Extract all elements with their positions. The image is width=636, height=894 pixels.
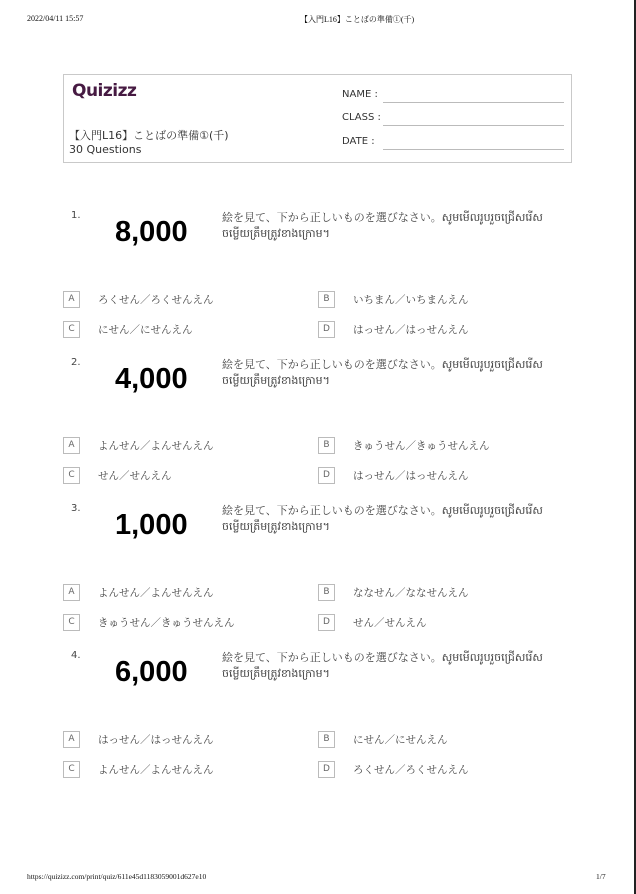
option-key: C xyxy=(63,614,80,631)
date-line xyxy=(383,149,564,150)
option-text: きゅうせん／きゅうせんえん xyxy=(98,617,235,629)
option-key: B xyxy=(318,731,335,748)
question-prompt: 絵を見て、下から正しいものを選びなさい。សូមមើលរូបរួចជ្រើសរើសចម្លើយត្រឹមត្រូវខាងក្រោម។ xyxy=(222,504,543,533)
name-line xyxy=(383,102,564,103)
option-key: D xyxy=(318,467,335,484)
class-line xyxy=(383,125,564,126)
option-key: A xyxy=(63,731,80,748)
option-key: D xyxy=(318,321,335,338)
option-key: D xyxy=(318,614,335,631)
quiz-title: 【入門L16】ことばの準備①(千) xyxy=(69,129,229,142)
question-number: 1. xyxy=(71,210,81,221)
question-number: 2. xyxy=(71,357,81,368)
option-text: よんせん／よんせんえん xyxy=(98,587,214,599)
quizizz-logo: Quizizz xyxy=(72,81,137,101)
date-label: DATE : xyxy=(342,136,375,147)
option-text: ろくせん／ろくせんえん xyxy=(353,764,469,776)
option-text: せん／せんえん xyxy=(353,617,427,629)
question-number: 4. xyxy=(71,650,81,661)
question-2 xyxy=(63,357,572,497)
name-label: NAME : xyxy=(342,89,378,100)
option-text: ななせん／ななせんえん xyxy=(353,587,469,599)
question-image-text: 6,000 xyxy=(115,656,188,688)
option-key: B xyxy=(318,291,335,308)
option-key: B xyxy=(318,437,335,454)
question-image-text: 1,000 xyxy=(115,509,188,541)
option-key: A xyxy=(63,291,80,308)
question-prompt: 絵を見て、下から正しいものを選びなさい。សូមមើលរូបរួចជ្រើសរើសចម្លើយត្រឹមត្រូវខាងក្រោម។ xyxy=(222,211,543,240)
option-text: はっせん／はっせんえん xyxy=(98,734,214,746)
question-1 xyxy=(63,210,572,350)
question-prompt: 絵を見て、下から正しいものを選びなさい。សូមមើលរូបរួចជ្រើសរើសចម្លើយត្រឹមត្រូវខាងក្រោម។ xyxy=(222,358,543,387)
question-number: 3. xyxy=(71,503,81,514)
class-label: CLASS : xyxy=(342,112,381,123)
option-text: よんせん／よんせんえん xyxy=(98,440,214,452)
option-text: はっせん／はっせんえん xyxy=(353,470,469,482)
option-text: はっせん／はっせんえん xyxy=(353,324,469,336)
option-text: よんせん／よんせんえん xyxy=(98,764,214,776)
option-text: にせん／にせんえん xyxy=(98,324,193,336)
question-image-text: 8,000 xyxy=(115,216,188,248)
print-url: https://quizizz.com/print/quiz/611e45d1183059001d627e10 xyxy=(27,872,207,881)
question-prompt: 絵を見て、下から正しいものを選びなさい。សូមមើលរូបរួចជ្រើសរើសចម្លើយត្រឹមត្រូវខាងក្រោម។ xyxy=(222,651,543,680)
question-3 xyxy=(63,503,572,643)
option-text: せん／せんえん xyxy=(98,470,172,482)
question-image-text: 4,000 xyxy=(115,363,188,395)
page-number: 1/7 xyxy=(596,872,606,881)
option-key: A xyxy=(63,437,80,454)
option-key: B xyxy=(318,584,335,601)
question-count: 30 Questions xyxy=(69,143,142,156)
question-4 xyxy=(63,650,572,790)
option-text: きゅうせん／きゅうせんえん xyxy=(353,440,490,452)
option-key: C xyxy=(63,467,80,484)
option-key: A xyxy=(63,584,80,601)
option-key: C xyxy=(63,321,80,338)
option-key: D xyxy=(318,761,335,778)
class-field xyxy=(342,112,564,126)
option-text: いちまん／いちまんえん xyxy=(353,294,469,306)
quiz-header-card xyxy=(63,74,572,163)
option-key: C xyxy=(63,761,80,778)
option-text: ろくせん／ろくせんえん xyxy=(98,294,214,306)
print-title: 【入門L16】ことばの準備①(千) xyxy=(300,15,415,24)
print-datetime: 2022/04/11 15:57 xyxy=(27,14,84,23)
date-field xyxy=(342,136,564,150)
option-text: にせん／にせんえん xyxy=(353,734,448,746)
name-field xyxy=(342,89,564,103)
